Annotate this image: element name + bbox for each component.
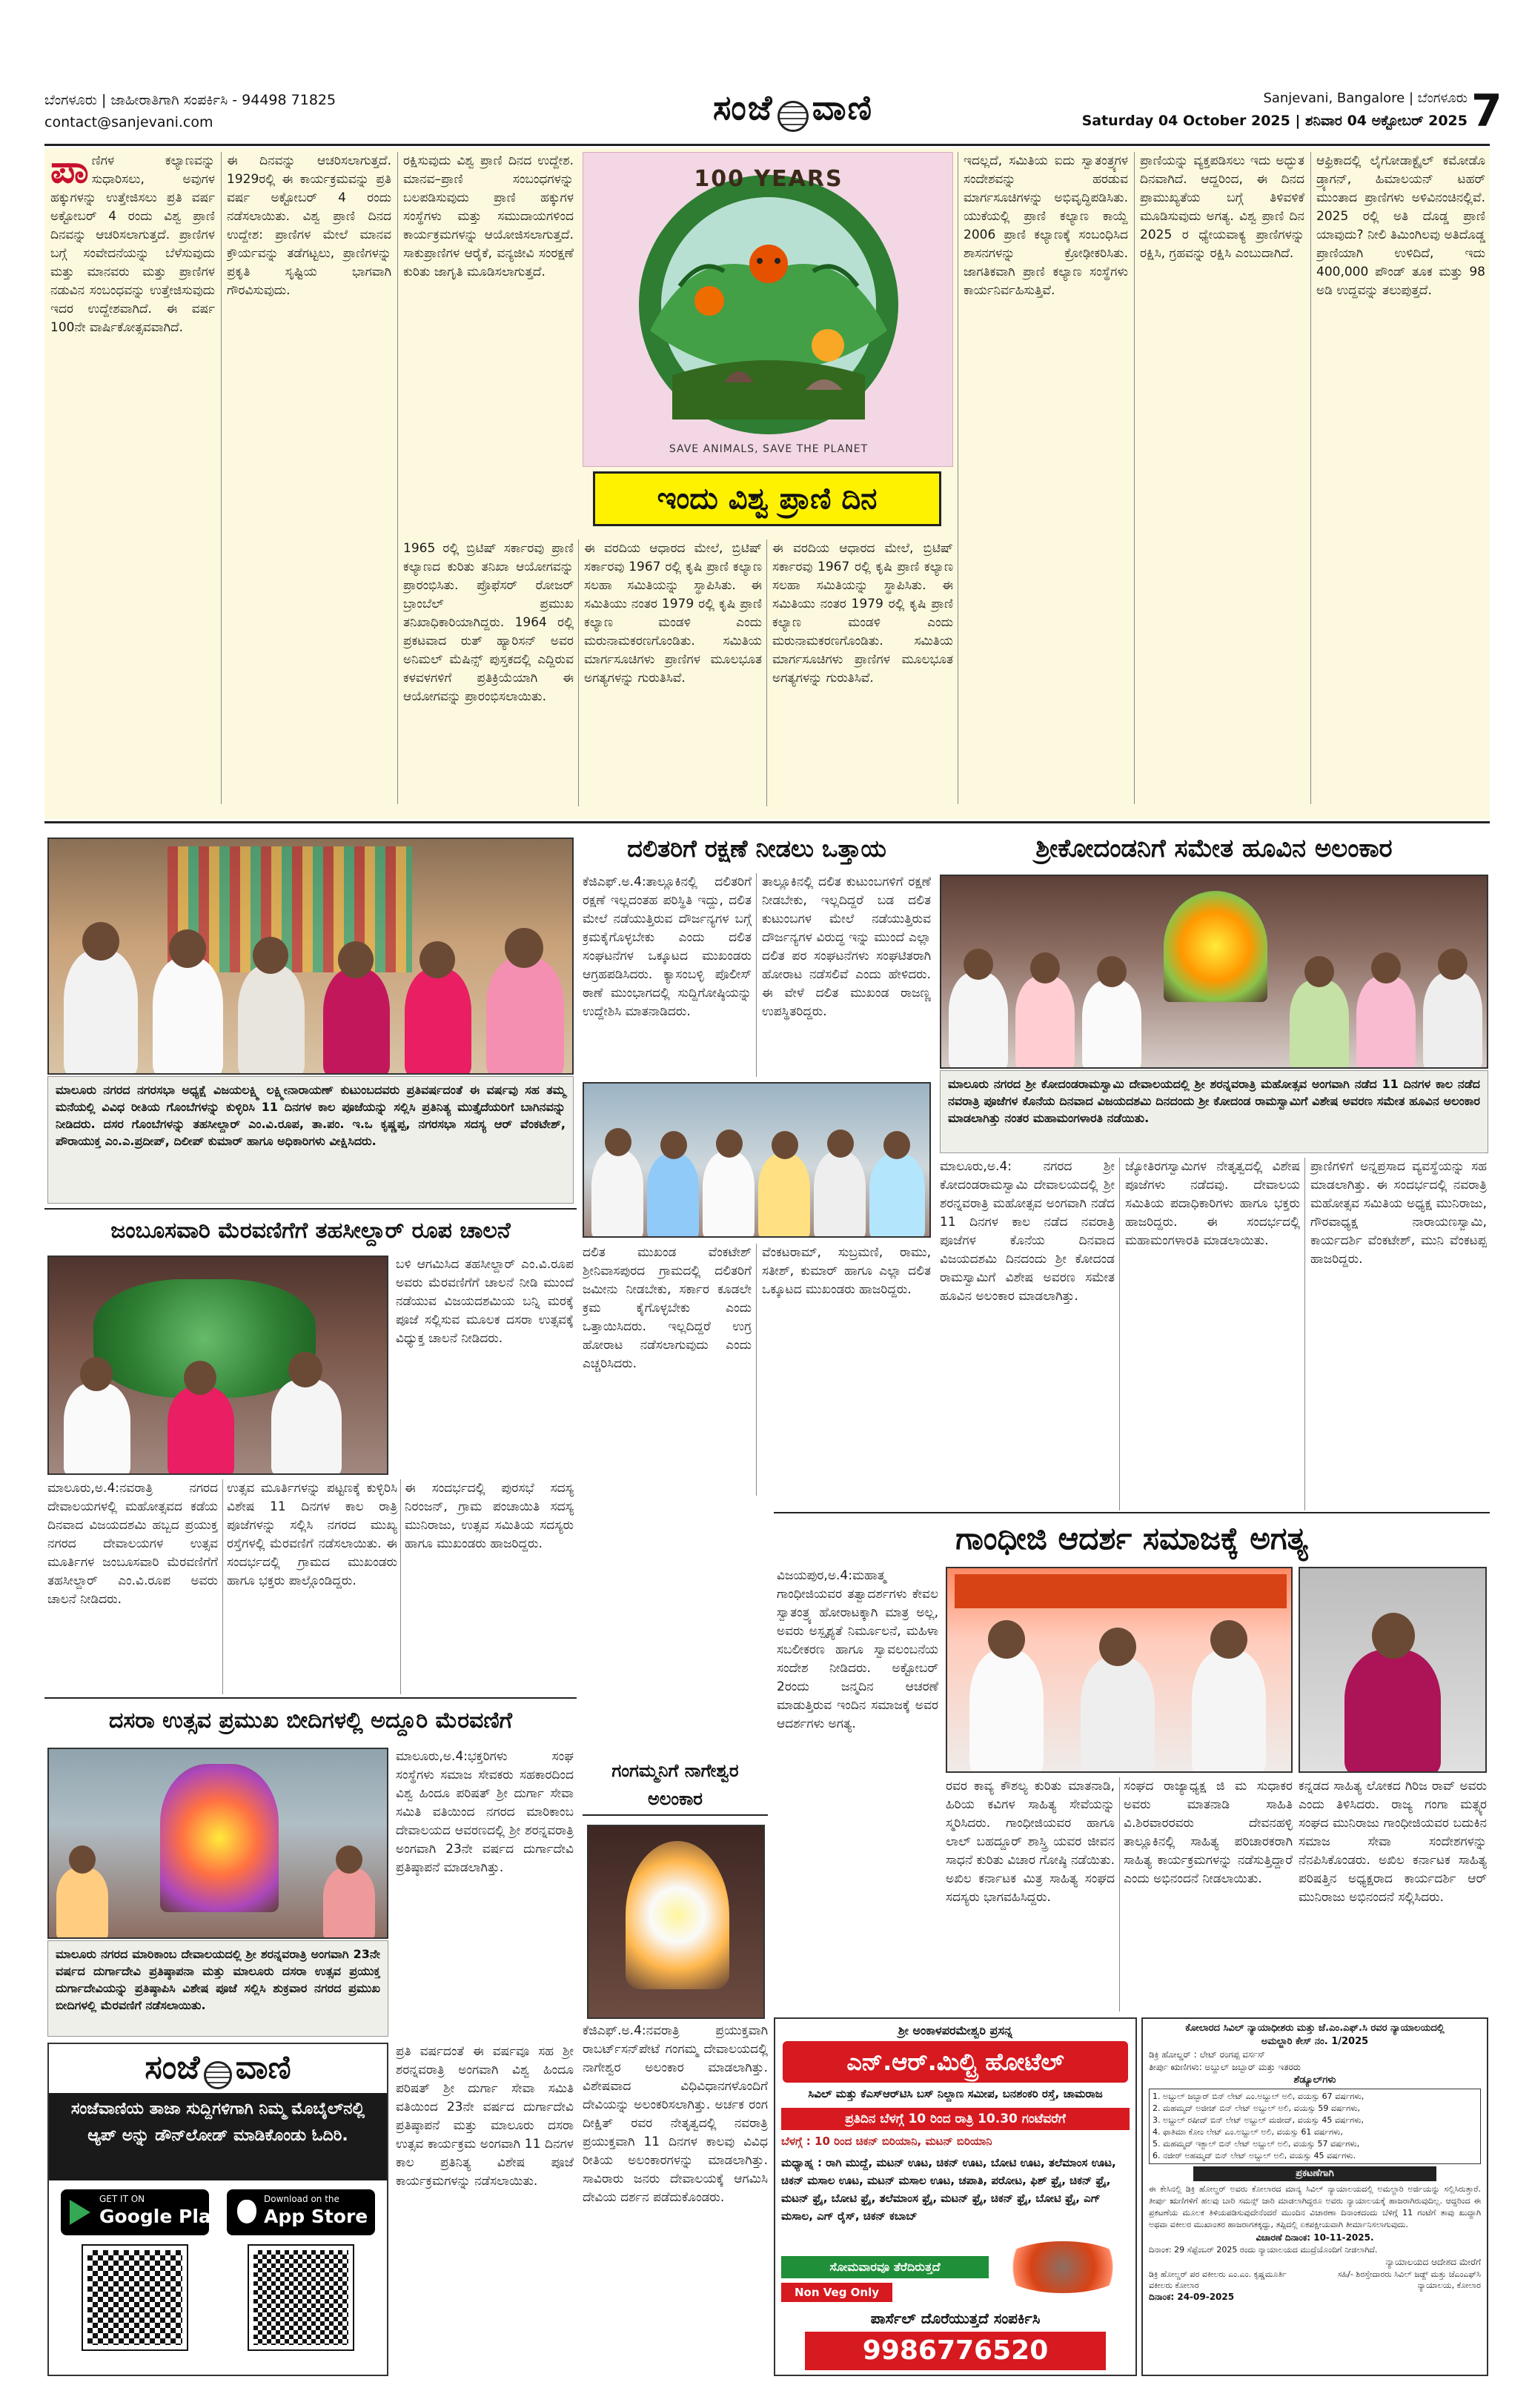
person-head (184, 1361, 216, 1395)
poster-title: 100 YEARS (694, 166, 843, 192)
animal-day-poster (583, 152, 953, 467)
person-head (772, 1131, 798, 1159)
court-notice (1141, 2017, 1488, 2376)
person-head (253, 937, 288, 974)
story-text: ಕೆಜಿಎಫ್.ಅ.4:ತಾಲ್ಲೂಕಿನಲ್ಲಿ ದಲಿತರಿಗೆ ರಕ್ಷಣೆ ಇಲ್ಲದಂತಹ ಪರಿಸ್ಥಿತಿ ಇದ್ದು, ದಲಿತ ಮೇಲೆ ನಡೆಯುತ್ತಿರುವ ದೌರ್ಜನ್ಯಗಳ ಬಗ್ಗೆ ಕ್ರಮಕೈಗೊಳ್ಳಬೇಕು ಎಂದು ದಲಿತ ಸಂಘಟನೆಗಳ ಒಕ್ಕೂಟದ ಮುಖಂಡರು ಆಗ್ರಹಪಡಿಸಿದರು. ಕ್ಯಾಸಂಬಳ್ಳಿ ಪೊಲೀಸ್ ಠಾಣೆ ಮುಂಭಾಗದಲ್ಲಿ ಸುದ್ದಿಗೋಷ್ಠಿಯನ್ನು ಉದ್ದೇಶಿಸಿ ಮಾತನಾಡಿದರು. (583, 875, 752, 1019)
schedule-line: 6. ನಜೀರ್ ಅಹಮ್ಮದ್ ಬಿನ್ ಲೇಟ್ ಅಬ್ದುಲ್ ಅಲಿ, ವಯಸ್ಸು 45 ವರ್ಷಗಳು. (1153, 2151, 1356, 2160)
hotel-parcel-line: ಪಾರ್ಸೆಲ್ ದೊರೆಯುತ್ತದೆ ಸಂಪರ್ಕಿಸಿ (870, 2309, 1041, 2327)
person-head (505, 928, 543, 968)
forest-illustration (583, 153, 953, 467)
person (1081, 1657, 1155, 1773)
story-text: ಈ ವರದಿಯ ಆಧಾರದ ಮೇಲೆ, ಬ್ರಿಟಿಷ್ ಸರ್ಕಾರವು 1967 ರಲ್ಲಿ ಕೃಷಿ ಪ್ರಾಣಿ ಕಲ್ಯಾಣ ಸಲಹಾ ಸಮಿತಿಯನ್ನು ಸ್ಥಾಪಿಸಿತು. ಈ ಸಮಿತಿಯು ನಂತರ 1979 ರಲ್ಲಿ ಕೃಷಿ ಪ್ರಾಣಿ ಕಲ್ಯಾಣ ಮಂಡಳಿ ಎಂದು ಮರುನಾಮಕರಣಗೊಂಡಿತು. ಸಮಿತಿಯ ಮಾರ್ಗಸೂಚಿಗಳು ಪ್ರಾಣಿಗಳ ಮೂಲಭೂತ ಅಗತ್ಯಗಳನ್ನು ಗುರುತಿಸಿವೆ. (772, 541, 953, 686)
person (153, 958, 223, 1075)
person-head (288, 1352, 322, 1387)
kodanda-headline-box (938, 829, 1490, 870)
story-column (762, 873, 931, 1077)
hotel-open-days: ಸೋಮವಾರವೂ ತೆರೆದಿರುತ್ತದೆ (781, 2256, 989, 2278)
story-text: ಈ ಸಂದರ್ಭದಲ್ಲಿ ಪುರಸಭೆ ಸದಸ್ಯ ನಿರಂಜನ್, ಗ್ರಾಮ ಪಂಚಾಯಿತಿ ಸದಸ್ಯ ಮುನಿರಾಜು, ಉತ್ಸವ ಸಮಿತಿಯ ಸದಸ್ಯರು ಹಾಗೂ ಮುಖಂಡರು ಹಾಜರಿದ್ದರು. (405, 1481, 574, 1551)
story-text: ವಿಜಯಪುರ,ಅ.4:ಮಹಾತ್ಮ ಗಾಂಧೀಜಿಯವರ ತತ್ವಾದರ್ಶಗಳು ಕೇವಲ ಸ್ವಾತಂತ್ರ್ಯ ಹೋರಾಟಕ್ಕಾಗಿ ಮಾತ್ರ ಅಲ್ಲ, ಅವರು ಅಸ್ಪೃಶ್ಯತೆ ನಿರ್ಮೂಲನೆ, ಮಹಿಳಾ ಸಬಲೀಕರಣ ಹಾಗೂ ಸ್ವಾವಲಂಬನೆಯ ಸಂದೇಶ ನೀಡಿದರು. ಅಕ್ಟೋಬರ್ 2ರಂದು ಜನ್ಮದಿನ ಆಚರಣೆ ಮಾಡುತ್ತಿರುವ ಇಂದಿನ ಸಮಾಜಕ್ಕೆ ಅವರ ಆದರ್ಶಗಳು ಅಗತ್ಯ. (777, 1568, 938, 1731)
person-head (660, 1131, 687, 1159)
story-text: ತಾಲ್ಲೂಕಿನಲ್ಲಿ ದಲಿತ ಕುಟುಂಬಗಳಿಗೆ ರಕ್ಷಣೆ ನೀಡಬೇಕು, ಇಲ್ಲದಿದ್ದರೆ ಬಡ ದಲಿತ ಕುಟುಂಬಗಳ ಮೇಲೆ ನಡೆಯುತ್ತಿರುವ ದೌರ್ಜನ್ಯಗಳ ವಿರುದ್ಧ ಇನ್ನು ಮುಂದೆ ಎಲ್ಲಾ ದಲಿತ ಪರ ಸಂಘಟನೆಗಳು ಸಂಘಟಿತರಾಗಿ ಹೋರಾಟ ನಡೆಸಲಿವೆ ಎಂದು ಹೇಳಿದರು. ಈ ವೇಳೆ ದಲಿತ ಮುಖಂಡ ರಾಜಣ್ಣ ಉಪಸ್ಥಿತರಿದ್ದರು. (762, 875, 931, 1019)
story-text: 1965 ರಲ್ಲಿ ಬ್ರಿಟಿಷ್ ಸರ್ಕಾರವು ಪ್ರಾಣಿ ಕಲ್ಯಾಣದ ಕುರಿತು ತನಿಖಾ ಆಯೋಗವನ್ನು ಪ್ರಾರಂಭಿಸಿತು. ಪ್ರೊಫೆಸರ್ ರೋಜರ್ ಬ್ರಾಂಬೆಲ್ ಪ್ರಮುಖ ತನಿಖಾಧಿಕಾರಿಯಾಗಿದ್ದರು. 1964 ರಲ್ಲಿ ಪ್ರಕಟವಾದ ರುತ್ ಹ್ಯಾರಿಸನ್ ಅವರ ಅನಿಮಲ್ ಮೆಷಿನ್ಸ್ ಪುಸ್ತಕದಲ್ಲಿ ಎದ್ದಿರುವ ಕಳವಳಗಳಿಗೆ ಪ್ರತಿಕ್ರಿಯೆಯಾಗಿ ಈ ಆಯೋಗವನ್ನು ಪ್ರಾರಂಭಿಸಲಾಯಿತು. (403, 541, 574, 704)
person-head (1030, 952, 1060, 984)
google-play-badge[interactable] (61, 2189, 223, 2235)
person (405, 969, 471, 1075)
story-text: ಪ್ರತಿ ವರ್ಷದಂತೆ ಈ ವರ್ಷವೂ ಸಹ ಶ್ರೀ ಶರನ್ನವರಾತ್ರಿ ಅಂಗವಾಗಿ ವಿಶ್ವ ಹಿಂದೂ ಪರಿಷತ್ ಶ್ರೀ ದುರ್ಗಾ ಸೇವಾ ಸಮಿತಿ ವತಿಯಿಂದ 23ನೇ ವರ್ಷದ ದುರ್ಗಾದೇವಿ ಪ್ರತಿಷ್ಠಾಪನೆ ಮತ್ತು ಮಾಲೂರು ದಸರಾ ಉತ್ಸವ ಕಾರ್ಯಕ್ರಮ ಅಂಗವಾಗಿ 11 ದಿನಗಳ ಕಾಲ ಪ್ರತಿನಿತ್ಯ ವಿಶೇಷ ಪೂಜೆ ಕಾರ್ಯಕ್ರಮಗಳನ್ನು ನಡೆಸಲಾಯಿತು. (396, 2044, 574, 2189)
person (56, 1868, 108, 1939)
caption-text: ಮಾಲೂರು ನಗರದ ಮಾರಿಕಾಂಬ ದೇವಾಲಯದಲ್ಲಿ ಶ್ರೀ ಶರನ್ನವರಾತ್ರಿ ಅಂಗವಾಗಿ 23ನೇ ವರ್ಷದ ದುರ್ಗಾದೇವಿ ಪ್ರತಿಷ್ಠಾಪನಾ ಮತ್ತು ಮಾಲೂರು ದಸರಾ ಉತ್ಸವ ಪ್ರಯುಕ್ತ ದುರ್ಗಾದೇವಿಯನ್ನು ಪ್ರತಿಷ್ಠಾಪಿಸಿ ವಿಶೇಷ ಪೂಜೆ ಸಲ್ಲಿಸಿ ಶುಕ್ರವಾರ ನಗರದ ಪ್ರಮುಖ ಬೀದಿಗಳಲ್ಲಿ ಮೆರವಣಿಗೆ ನಡೆಸಲಾಯಿತು. (56, 1947, 380, 2012)
column-divider (1119, 1777, 1120, 2011)
promo-banner (49, 2093, 387, 2180)
story-text: ವೆಂಕಟರಾಮ್, ಸುಬ್ರಮಣಿ, ರಾಮು, ಸತೀಶ್, ಕುಮಾರ್ ಹಾಗೂ ಎಲ್ಲಾ ದಲಿತ ಒಕ್ಕೂಟದ ಮುಖಂಡರು ಹಾಜರಿದ್ದರು. (762, 1245, 931, 1297)
person (168, 1387, 234, 1475)
column-divider (1119, 1158, 1120, 1510)
notice-proclamation: ಈ ಕೇಸಿನಲ್ಲಿ ಡಿಕ್ರಿ ಹೋಲ್ಡರ್ ಅವರು ಕೋಲಾರದ ಮಾನ್ಯ ಸಿವಿಲ್ ನ್ಯಾಯಾಲಯದಲ್ಲಿ ಅಮಲ್ಜಾರಿ ಅರ್ಜಿಯನ್ನು ಸಲ್ಲಿಸಿರುತ್ತಾರೆ. ತೀರ್ಪು ಋಣಿಗಳಿಗೆ ಹಲವು ಬಾರಿ ಸಮನ್ಸ್ ಜಾರಿ ಮಾಡಲಾಗಿದ್ದರೂ ಅವರು ನ್ಯಾಯಾಲಯಕ್ಕೆ ಹಾಜರಾಗಿರುವುದಿಲ್ಲ. ಆದ್ದರಿಂದ ಈ ಪ್ರಕಟಣೆಯ ಮೂಲಕ ತಿಳಿಯಪಡಿಸುವುದೇನೆಂದರೆ ಮುಂದಿನ ವಿಚಾರಣಾ ದಿನಾಂಕದಂದು ಬೆಳಿಗ್ಗೆ 11 ಗಂಟೆಗೆ ತಾವು ಖುದ್ದಾಗಿ ಅಥವಾ ವಕೀಲರ ಮುಖಾಂತರ ಹಾಜರಾಗತಕ್ಕದ್ದು, ತಪ್ಪಿದಲ್ಲಿ ಏಕಪಕ್ಷೀಯವಾಗಿ ತೀರ್ಮಾನಿಸಲಾಗುವುದು. (1149, 2184, 1481, 2229)
hotel-phone[interactable]: 9986776520 (805, 2332, 1106, 2370)
badge-small-text: Download on the (264, 2194, 339, 2204)
masthead-date: Saturday 04 October 2025 | ಶನಿವಾರ 04 ಅಕ್ಟೋಬರ್ 2025 (1081, 113, 1468, 129)
notice-schedule-list (1149, 2089, 1481, 2164)
person (323, 969, 390, 1075)
notice-next-date: ವಿಚಾರಣೆ ದಿನಾಂಕ: 10-11-2025. (1256, 2232, 1374, 2243)
photo-caption (47, 1076, 574, 1204)
page-number: 7 (1471, 85, 1502, 137)
decorated-chariot (160, 1764, 279, 1912)
caption-text: ಮಾಲೂರು ನಗರದ ಶ್ರೀ ಕೋದಂಡರಾಮಸ್ವಾಮಿ ದೇವಾಲಯದಲ್ಲಿ ಶ್ರೀ ಶರನ್ನವರಾತ್ರಿ ಮಹೋತ್ಸವ ಅಂಗವಾಗಿ ನಡೆದ 11 ದಿನಗಳ ಕಾಲ ನಡೆದ ನವರಾತ್ರಿ ಪೂಜೆಗಳ ಕೊನೆಯ ದಿನವಾದ ವಿಜಯದಶಮಿ ದಿನದಂದು ಶ್ರೀ ಕೋದಂಡ ರಾಮಸ್ವಾಮಿಗೆ ವಿಶೇಷ ಅವರಣ ಸಮೇತ ಹೂವಿನ ಅಲಂಕಾರ ಮಾಡಲಾಗಿತ್ತು ನಂತರ ಮಹಾಮಂಗಳಾರತಿ ನಡೆಯಿತು. (948, 1077, 1480, 1125)
notice-given-date: ದಿನಾಂಕ: 29 ಸೆಪ್ಟೆಂಬರ್ 2025 ರಂದು ನ್ಯಾಯಾಲಯದ ಮುದ್ರೆಯೊಂದಿಗೆ ನೀಡಲಾಗಿದೆ. (1149, 2245, 1378, 2255)
person (591, 1150, 643, 1238)
caption-text: ಮಾಲೂರು ನಗರದ ನಗರಸಭಾ ಅಧ್ಯಕ್ಷೆ ವಿಜಯಲಕ್ಷ್ಮಿ ಲಕ್ಷ್ಮೀನಾರಾಯಣ್ ಕುಟುಂಬದವರು ಪ್ರತಿವರ್ಷದಂತೆ ಈ ವರ್ಷವು ಸಹ ತಮ್ಮ ಮನೆಯಲ್ಲಿ ವಿವಿಧ ರೀತಿಯ ಗೊಂಬೆಗಳನ್ನು ಕುಳ್ಳಿರಿಸಿ 11 ದಿನಗಳ ಕಾಲ ಪೂಜೆಯನ್ನು ಸಲ್ಲಿಸಿ ಪ್ರತಿನಿತ್ಯ ಮುತ್ತೈದೆಯರಿಗೆ ಬಾಗಿನವನ್ನು ನೀಡಿದರು. ದಸರ ಗೊಂಬೆಗಳನ್ನು ತಹಸೀಲ್ದಾರ್ ಎಂ.ವಿ.ರೂಪ, ತಾ.ಪಂ. ಇ.ಒ ಕೃಷ್ಣಪ್ಪ, ನಗರಸಭಾ ಸದಸ್ಯ ಆರ್ ವೆಂಕಟೇಶ್, ಪೌರಾಯುಕ್ತ ಎಂ.ಎ.ಪ್ರದೀಪ್, ದಿಲೀಪ್ ಕುಮಾರ್ ಹಾಗೂ ಅಧಿಕಾರಿಗಳು ವೀಕ್ಷಿಸಿದರು. (56, 1083, 566, 1148)
section-rule (44, 821, 1490, 823)
gandhi-speaker-photo (1299, 1567, 1487, 1773)
story-text: ಕೆಜಿಎಫ್.ಅ.4:ನವರಾತ್ರಿ ಪ್ರಯುಕ್ತವಾಗಿ ರಾಬರ್ಟ್‌ಸನ್‌ಪೇಟೆ ಗಂಗಮ್ಮ ದೇವಾಲಯದಲ್ಲಿ ನಾಗೇಶ್ವರ ಅಲಂಕಾರ ಮಾಡಲಾಗಿತ್ತು. ವಿಶೇಷವಾದ ವಿಧಿವಿಧಾನಗಳೊಂದಿಗೆ ದೇವಿಯನ್ನು ಅಲಂಕರಿಸಲಾಗಿತ್ತು. ಅರ್ಚಕ ರಂಗ ದೀಕ್ಷಿತ್ ರವರ ನೇತೃತ್ವದಲ್ಲಿ ನವರಾತ್ರಿ ಪ್ರಯುಕ್ತವಾಗಿ 11 ದಿನಗಳ ಕಾಲವು ವಿವಿಧ ರೀತಿಯ ಅಲಂಕಾರಗಳನ್ನು ಮಾಡಲಾಗಿತ್ತು. ಸಾವಿರಾರು ಜನರು ದೇವಾಲಯಕ್ಕೆ ಆಗಮಿಸಿ ದೇವಿಯ ದರ್ಶನ ಪಡೆದುಕೊಂಡರು. (583, 2023, 768, 2205)
story-column (583, 873, 752, 1077)
masthead (44, 85, 1502, 141)
story-column (396, 2043, 574, 2376)
masthead-city: ಬೆಂಗಳೂರು (44, 92, 97, 108)
notice-title: ಕೋಲಾರದ ಸಿವಿಲ್ ನ್ಯಾಯಾಧೀಶರು ಮತ್ತು ಜೆ.ಎಂ.ಎಫ್.ಸಿ ರವರ ನ್ಯಾಯಾಲಯದಲ್ಲಿ (1185, 2023, 1445, 2034)
headline: ಶ್ರೀಕೋದಂಡನಿಗೆ ಸಮೇತ ಹೂವಿನ ಅಲಂಕಾರ (1035, 834, 1393, 863)
person (64, 950, 138, 1075)
story-column (946, 1777, 1115, 2011)
story-text: ರಕ್ಷಿಸುವುದು ವಿಶ್ವ ಪ್ರಾಣಿ ದಿನದ ಉದ್ದೇಶ. ಮಾನವ–ಪ್ರಾಣಿ ಸಂಬಂಧಗಳನ್ನು ಬಲಪಡಿಸುವುದು ಪ್ರಾಣಿ ಹಕ್ಕುಗಳ ಸಂಸ್ಥೆಗಳು ಮತ್ತು ಸಮುದಾಯಗಳಿಂದ ಕಾರ್ಯಕ್ರಮಗಳನ್ನು ಆಯೋಜಿಸಲಾಗುತ್ತದೆ. ಸಾಕುಪ್ರಾಣಿಗಳ ಆರೈಕೆ, ವನ್ಯಜೀವಿ ಸಂರಕ್ಷಣೆ ಕುರಿತು ಜಾಗೃತಿ ಮೂಡಿಸಲಾಗುತ್ತದೆ. (403, 153, 574, 279)
column-divider (221, 152, 222, 804)
person-head (1097, 956, 1127, 987)
story-column (1140, 152, 1304, 804)
headline: ಜಂಬೂಸವಾರಿ ಮೆರವಣಿಗೆಗೆ ತಹಸೀಲ್ದಾರ್ ರೂಪ ಚಾಲನೆ (110, 1218, 511, 1244)
story-text: ಣಿಗಳ ಕಲ್ಯಾಣವನ್ನು ಸುಧಾರಿಸಲು, ಅವುಗಳ ಹಕ್ಕುಗಳನ್ನು ಉತ್ತೇಜಿಸಲು ಪ್ರತಿ ವರ್ಷ ಅಕ್ಟೋಬರ್ 4 ರಂದು ವಿಶ್ವ ಪ್ರಾಣಿ ದಿನವನ್ನು ಆಚರಿಸಲಾಗುತ್ತದೆ. ಪ್ರಾಣಿಗಳ ಬಗ್ಗೆ ಸಂವೇದನೆಯನ್ನು ಬೆಳೆಸುವುದು ಮತ್ತು ಮಾನವರು ಮತ್ತು ಪ್ರಾಣಿಗಳ ನಡುವಿನ ಸಂಬಂಧವನ್ನು ಉತ್ತೇಜಿಸುವುದು ಇದರ ಉದ್ದೇಶವಾಗಿದೆ. ಈ ವರ್ಷ 100ನೇ ವಾರ್ಷಿಕೋತ್ಸವವಾಗಿದೆ. (50, 153, 215, 335)
column-divider (756, 873, 757, 1077)
column-divider (1304, 1158, 1305, 1510)
person-head (338, 941, 374, 978)
app-store-badge[interactable] (227, 2189, 375, 2235)
story-column (1125, 1158, 1300, 1510)
schedule-line: 4. ಫಾತಿಮಾ ಕೋಂ ಲೇಟ್ ಎಂ.ಅಬ್ದುಲ್ ಅಲಿ, ವಯಸ್ಸು 61 ವರ್ಷಗಳು, (1153, 2127, 1343, 2137)
promo-logo (49, 2049, 387, 2089)
drop-cap: ಪಾ (50, 152, 89, 192)
story-text: ಈ ವರದಿಯ ಆಧಾರದ ಮೇಲೆ, ಬ್ರಿಟಿಷ್ ಸರ್ಕಾರವು 1967 ರಲ್ಲಿ ಕೃಷಿ ಪ್ರಾಣಿ ಕಲ್ಯಾಣ ಸಲಹಾ ಸಮಿತಿಯನ್ನು ಸ್ಥಾಪಿಸಿತು. ಈ ಸಮಿತಿಯು ನಂತರ 1979 ರಲ್ಲಿ ಕೃಷಿ ಪ್ರಾಣಿ ಕಲ್ಯಾಣ ಮಂಡಳಿ ಎಂದು ಮರುನಾಮಕರಣಗೊಂಡಿತು. ಸಮಿತಿಯ ಮಾರ್ಗಸೂಚಿಗಳು ಪ್ರಾಣಿಗಳ ಮೂಲಭೂತ ಅಗತ್ಯಗಳನ್ನು ಗುರುತಿಸಿವೆ. (584, 541, 762, 686)
hotel-timing: ಪ್ರತಿದಿನ ಬೆಳಗ್ಗೆ 10 ರಿಂದ ರಾತ್ರಿ 10.30 ಗಂಟೆವರೆಗೆ (781, 2108, 1130, 2130)
story-column (583, 2022, 768, 2376)
hotel-lunch-menu: ಮಧ್ಯಾಹ್ನ : ರಾಗಿ ಮುದ್ದೆ, ಮಟನ್ ಊಟ, ಚಿಕನ್ ಊಟ, ಬೋಟಿ ಊಟ, ತಲೆಮಾಂಸ ಊಟ, ಚಿಕನ್ ಮಸಾಲ ಊಟ, ಮಟನ್ ಮಸಾಲ ಊಟ, ಚಪಾತಿ, ಪರೋಟ, ಫಿಶ್ ಫ್ರೈ, ಚಿಕನ್ ಫ್ರೈ, ಮಟನ್ ಫ್ರೈ, ಬೋಟಿ ಫ್ರೈ, ತಲೆಮಾಂಸ ಫ್ರೈ, ಮಟನ್ ಫ್ರೈ, ಚಿಕನ್ ಫ್ರೈ, ಬೋಟಿ ಫ್ರೈ, ಎಗ್ ಮಸಾಲ, ಎಗ್ ರೈಸ್, ಚಿಕನ್ ಕಬಾಬ್ (781, 2156, 1116, 2223)
person (64, 1383, 130, 1475)
play-icon (70, 2200, 90, 2225)
qr-code-ios[interactable] (249, 2246, 353, 2349)
ad-contact-line: ಜಾಹೀರಾತಿಗಾಗಿ ಸಂಪರ್ಕಿಸಿ - 94498 71825 (110, 92, 336, 108)
person-head (964, 949, 993, 980)
person (949, 972, 1008, 1069)
story-column (405, 1479, 574, 1694)
story-column (940, 1158, 1115, 1510)
person-head (1304, 956, 1334, 987)
logo-text-left: ಸಂಜೆ (712, 87, 774, 127)
story-column (583, 1244, 752, 1496)
story-text: ಸಂಘದ ರಾಜ್ಯಾಧ್ಯಕ್ಷ ಜಿ ಮ ಸುಧಾಕರ ಅವರು ಮಾತನಾಡಿ ಸಾಹಿತಿ ವಿ.ಶಿರವಾರರವರು ದೇವನಹಳ್ಳಿ ತಾಲ್ಲೂಕಿನಲ್ಲಿ ಸಾಹಿತ್ಯ ಪರಿಚಾರಕರಾಗಿ ಸಾಹಿತ್ಯ ಕಾರ್ಯಕ್ರಮಗಳನ್ನು ನಡೆಸುತ್ತಿದ್ದಾರೆ ಎಂದು ಅಭಿನಂದನೆ ನೀಡಲಾಯಿತು. (1124, 1779, 1293, 1886)
person (1344, 1650, 1441, 1773)
person-head (336, 1845, 362, 1874)
story-column (403, 540, 574, 806)
hotel-morning-menu: ಬೆಳಗ್ಗೆ : 10 ರಿಂದ ಚಿಕನ್ ಬಿರಿಯಾನಿ, ಮಟನ್ ಬಿರಿಯಾನಿ (781, 2135, 992, 2148)
person (238, 965, 305, 1075)
headline: ದಲಿತರಿಗೆ ರಕ್ಷಣೆ ನೀಡಲು ಒತ್ತಾಯ (627, 835, 886, 863)
apple-icon (237, 2200, 256, 2223)
person (869, 1154, 925, 1238)
person-head (988, 1620, 1025, 1659)
gandhi-event-photo (946, 1567, 1293, 1773)
dasara-headline-box (44, 1700, 577, 1743)
animal-day-headline-box (593, 471, 941, 526)
notice-debtor: ತೀರ್ಪು ಋಣಿಗಳು: ಅಬ್ದುಲ್ ಜಬ್ಬಾರ್ ಮತ್ತು ಇತರರು (1149, 2062, 1301, 2072)
story-text: ಈ ದಿನವನ್ನು ಆಚರಿಸಲಾಗುತ್ತದೆ. 1929ರಲ್ಲಿ ಈ ಕಾರ್ಯಕ್ರಮವನ್ನು ಪ್ರತಿ ವರ್ಷ ಅಕ್ಟೋಬರ್ 4 ರಂದು ನಡೆಸಲಾಯಿತು. ವಿಶ್ವ ಪ್ರಾಣಿ ದಿನದ ಉದ್ದೇಶ: ಪ್ರಾಣಿಗಳ ಮೇಲೆ ಮಾನವ ಕ್ರೌರ್ಯವನ್ನು ತಡೆಗಟ್ಟಲು, ಪ್ರಾಣಿಗಳನ್ನು ಪ್ರಕೃತಿ ಸೃಷ್ಟಿಯ ಭಾಗವಾಗಿ ಗೌರವಿಸುವುದು. (227, 153, 391, 298)
person-head (80, 1357, 113, 1391)
dalit-group-photo (583, 1082, 931, 1238)
story-text: ಜ್ಯೋತಿರಗಸ್ವಾಮಿಗಳ ನೇತೃತ್ವದಲ್ಲಿ ವಿಶೇಷ ಪೂಜೆಗಳು ನಡೆದವು. ದೇವಾಲಯ ಸಮಿತಿಯ ಪದಾಧಿಕಾರಿಗಳು ಹಾಗೂ ಭಕ್ತರು ಹಾಜರಿದ್ದರು. ಈ ಸಂದರ್ಭದಲ್ಲಿ ಮಹಾಮಂಗಳಾರತಿ ಮಾಡಲಾಯಿತು. (1125, 1159, 1300, 1248)
person (969, 1650, 1044, 1773)
story-text: ಮಾಲೂರು,ಅ.4:ನವರಾತ್ರಿ ನಗರದ ದೇವಾಲಯಗಳಲ್ಲಿ ಮಹೋತ್ಸವದ ಕಡೆಯ ದಿನವಾದ ವಿಜಯದಶಮಿ ಹಬ್ಬದ ಪ್ರಯುಕ್ತ ನಗರದ ದೇವಾಲಯಗಳ ಉತ್ಸವ ಮೂರ್ತಿಗಳ ಜಂಬೂಸವಾರಿ ಮೆರವಣಿಗೆಗೆ ತಹಸೀಲ್ದಾರ್ ಎಂ.ವಿ.ರೂಪ ಅವರು ಚಾಲನೆ ನೀಡಿದರು. (47, 1481, 218, 1607)
ad-blessing: ಶ್ರೀ ಅಂಕಾಳಪರಮೇಶ್ವರಿ ಪ್ರಸನ್ನ (898, 2023, 1013, 2037)
gangamma-headline-box (583, 1757, 768, 1816)
notice-signatures (1149, 2269, 1481, 2291)
person-head (82, 922, 119, 961)
section-rule (774, 1512, 1490, 1513)
person-head (169, 929, 206, 968)
story-text: ದಲಿತ ಮುಖಂಡ ವೆಂಕಟೇಶ್ ಶ್ರೀನಿವಾಸಪುರದ ಗ್ರಾಮದಲ್ಲಿ ದಲಿತರಿಗೆ ಜಮೀನು ನೀಡಬೇಕು, ಸರ್ಕಾರ ಕೂಡಲೇ ಕ್ರಮ ಕೈಗೊಳ್ಳಬೇಕು ಎಂದು ಒತ್ತಾಯಿಸಿದರು. ಇಲ್ಲದಿದ್ದರೆ ಉಗ್ರ ಹೋರಾಟ ನಡೆಸಲಾಗುವುದು ಎಂದು ಎಚ್ಚರಿಸಿದರು. (583, 1245, 752, 1371)
story-text: ರವರ ಕಾವ್ಯ ಕೌಶಲ್ಯ ಕುರಿತು ಮಾತನಾಡಿ, ಹಿರಿಯ ಕವಿಗಳ ಸಾಹಿತ್ಯ ಸೇವೆಯನ್ನು ಸ್ಮರಿಸಿದರು. ಗಾಂಧೀಜಿಯವರ ಹಾಗೂ ಲಾಲ್ ಬಹದ್ದೂರ್ ಶಾಸ್ತ್ರಿ ಯವರ ಜೀವನ ಸಾಧನೆ ಕುರಿತು ವಿಚಾರ ಗೋಷ್ಠಿ ನಡೆಯಿತು. ಅಖಿಲ ಕರ್ನಾಟಕ ಮಿತ್ರ ಸಾಹಿತ್ಯ ಸಂಘದ ಸದಸ್ಯರು ಭಾಗವಹಿಸಿದ್ದರು. (946, 1779, 1115, 1905)
badge-big-text: Google Play (99, 2206, 223, 2227)
story-text: ಬಳಿ ಆಗಮಿಸಿದ ತಹಸೀಲ್ದಾರ್ ಎಂ.ವಿ.ರೂಪ ಅವರು ಮೆರವಣಿಗೆಗೆ ಚಾಲನೆ ನೀಡಿ ಮುಂದೆ ನಡೆಯುವ ವಿಜಯದಶಮಿಯ ಬನ್ನಿ ಮರಕ್ಕೆ ಪೂಜೆ ಸಲ್ಲಿಸುವ ಮೂಲಕ ದಸರಾ ಉತ್ಸವಕ್ಕೆ ವಿಧ್ಯುಕ್ತ ಚಾಲನೆ ನೀಡಿದರು. (396, 1257, 574, 1346)
person-head (883, 1131, 910, 1159)
stage-banner (955, 1574, 1287, 1608)
story-column (227, 152, 391, 804)
story-column (403, 152, 574, 537)
food-plate-image (998, 2241, 1128, 2293)
column-divider (1310, 152, 1311, 804)
column-divider (400, 1479, 401, 1694)
story-text: ಇದಲ್ಲದೆ, ಸಮಿತಿಯ ಐದು ಸ್ವಾತಂತ್ರ್ಯಗಳ ಸಂದೇಶವನ್ನು ಹರಡುವ ಮಾರ್ಗಸೂಚಿಗಳನ್ನು ಅಭಿವೃದ್ಧಿಪಡಿಸಿತು. ಯುಕೆಯಲ್ಲಿ ಪ್ರಾಣಿ ಕಲ್ಯಾಣ ಕಾಯ್ದೆ 2006 ಪ್ರಾಣಿ ಕಲ್ಯಾಣಕ್ಕೆ ಸಂಬಂಧಿಸಿದ ಶಾಸನಗಳನ್ನು ಕ್ರೋಢೀಕರಿಸಿತು. ಜಾಗತಿಕವಾಗಿ ಪ್ರಾಣಿ ಕಲ್ಯಾಣ ಸಂಸ್ಥೆಗಳು ಕಾರ್ಯನಿರ್ವಹಿಸುತ್ತಿವೆ. (964, 153, 1128, 298)
section-rule (44, 1697, 577, 1699)
story-column (1310, 1158, 1487, 1510)
logo-text-right: ವಾಣಿ (235, 2049, 291, 2086)
temple-decoration-photo (940, 875, 1488, 1069)
story-column (396, 1748, 574, 2038)
headline: ಇಂದು ವಿಶ್ವ ಪ್ರಾಣಿ ದಿನ (657, 482, 878, 516)
procession-photo (47, 1256, 388, 1475)
story-column (964, 152, 1128, 804)
poster-tagline: SAVE ANIMALS, SAVE THE PLANET (669, 443, 869, 455)
deity-decoration (1164, 891, 1267, 1002)
story-text: ಪ್ರಾಣಿಗಳಿಗೆ ಅನ್ನಪ್ರಸಾದ ವ್ಯವಸ್ಥೆಯನ್ನು ಸಹ ಮಾಡಲಾಗಿತ್ತು. ಈ ಸಂದರ್ಭದಲ್ಲಿ ನವರಾತ್ರಿ ಮಹೋತ್ಸವ ಸಮಿತಿಯ ಅಧ್ಯಕ್ಷ ಮುನಿರಾಜು, ಗೌರವಾಧ್ಯಕ್ಷ ನಾರಾಯಣಸ್ವಾಮಿ, ಕಾರ್ಯದರ್ಶಿ ವೆಂಕಟೇಶ್, ಮುನಿ ವೆಂಕಟಪ್ಪ ಹಾಜರಿದ್ದರು. (1310, 1159, 1487, 1267)
story-column (1316, 152, 1485, 804)
notice-signature: ಸಹಿ/- ಶಿರಸ್ತೇದಾರರು ಸಿವಿಲ್ ಜಡ್ಜ್ ಮತ್ತು ಜೆಎಂಎಫ್‌ಸಿ ನ್ಯಾಯಾಲಯ, ಕೋಲಾರ (1337, 2269, 1481, 2290)
badge-big-text: App Store (264, 2206, 368, 2227)
schedule-line: 3. ಅಬ್ದುಲ್ ರಷೀದ್ ಬಿನ್ ಲೇಟ್ ಅಬ್ದುಲ್ ಮಜೀದ್, ವಯಸ್ಸು 45 ವರ್ಷಗಳು, (1153, 2115, 1364, 2125)
person (703, 1152, 755, 1238)
person (1423, 972, 1482, 1069)
headline: ಗಂಗಮ್ಮನಿಗೆ ನಾಗೇಶ್ವರ ಅಲಂಕಾರ (611, 1760, 739, 1809)
jamboo-headline-box (44, 1211, 577, 1253)
globe-icon (777, 101, 809, 132)
story-text: ಆಫ್ರಿಕಾದಲ್ಲಿ ಲೈಗೋಡಾಕ್ಟೈಲ್ ಕಮೋಡೊ ಡ್ರ್ಯಾಗನ್, ಹಿಮಾಲಯನ್ ಟಹರ್ ಮುಂತಾದ ಪ್ರಾಣಿಗಳು ಅಳಿವಿನಂಚಿನಲ್ಲಿವೆ. 2025 ರಲ್ಲಿ ಅತಿ ದೊಡ್ಡ ಪ್ರಾಣಿ ಯಾವುದು? ನೀಲಿ ತಿಮಿಂಗಿಲವು ಅತಿದೊಡ್ಡ ಪ್ರಾಣಿಯಾಗಿ ಉಳಿದಿದೆ, ಇದು 400,000 ಪೌಂಡ್ ತೂಕ ಮತ್ತು 98 ಅಡಿ ಉದ್ದವನ್ನು ತಲುಪುತ್ತದೆ. (1316, 153, 1485, 298)
notice-case: ಅಮಲ್ಜಾರಿ ಕೇಸ್ ನಂ. 1/2025 (1261, 2036, 1369, 2047)
section-rule (44, 1208, 577, 1210)
person (323, 1868, 375, 1939)
app-promo-box (47, 2043, 388, 2376)
column-divider (756, 1244, 757, 1496)
person-head (1372, 1613, 1415, 1659)
deity-decoration (626, 1841, 729, 1989)
headline: ಗಾಂಧೀಜಿ ಆದರ್ಶ ಸಮಾಜಕ್ಕೆ ಅಗತ್ಯ (955, 1520, 1308, 1556)
notice-advocate: ಡಿಕ್ರಿ ಹೋಲ್ಡರ್ ಪರ ವಕೀಲರು ಎಂ.ಎಂ. ಕೃಷ್ಣಮೂರ್ತಿ ವಕೀಲರು ಕೋಲಾರ (1149, 2269, 1287, 2290)
story-column (47, 1479, 218, 1694)
goddess-decoration-photo (587, 1825, 765, 2019)
person-head (1371, 952, 1401, 984)
masthead-edition: Sanjevani, Bangalore | ಬೆಂಗಳೂರು (1263, 90, 1468, 106)
person (1356, 976, 1416, 1069)
person (814, 1152, 866, 1238)
story-column (50, 152, 215, 804)
masthead-email[interactable]: contact@sanjevani.com (44, 114, 213, 130)
masthead-logo (652, 87, 934, 135)
column-divider (578, 540, 579, 806)
story-text: ಉತ್ಸವ ಮೂರ್ತಿಗಳನ್ನು ಪಟ್ಟಣಕ್ಕೆ ಕುಳ್ಳಿರಿಸಿ ವಿಶೇಷ 11 ದಿನಗಳ ಕಾಲ ರಾತ್ರಿ ಪೂಜೆಗಳನ್ನು ಸಲ್ಲಿಸಿ ನಗರದ ಮುಖ್ಯ ರಸ್ತೆಗಳಲ್ಲಿ ಮೆರವಣಿಗೆ ನಡೆಸಲಾಯಿತು. ಈ ಸಂದರ್ಭದಲ್ಲಿ ಗ್ರಾಮದ ಮುಖಂಡರು ಹಾಗೂ ಭಕ್ತರು ಪಾಲ್ಗೊಂಡಿದ್ದರು. (227, 1481, 397, 1588)
schedule-line: 1. ಅಬ್ದುಲ್ ಜಬ್ಬಾರ್ ಬಿನ್ ಲೇಟ್ ಎಂ.ಅಬ್ದುಲ್ ಅಲಿ, ವಯಸ್ಸು 67 ವರ್ಷಗಳು, (1153, 2092, 1364, 2101)
column-divider (222, 1479, 223, 1694)
story-column (772, 540, 953, 806)
notice-schedule-title: ಶೆಡ್ಯೂಲ್‌ಗಳು (1293, 2074, 1336, 2086)
story-text: ಪ್ರಾಣಿಯನ್ನು ವ್ಯಕ್ತಪಡಿಸಲು ಇದು ಅದ್ಭುತ ದಿನವಾಗಿದೆ. ಆದ್ದರಿಂದ, ಈ ದಿನದ ಪ್ರಾಮುಖ್ಯತೆಯ ಬಗ್ಗೆ ತಿಳಿವಳಿಕೆ ಮೂಡಿಸುವುದು ಅಗತ್ಯ. ವಿಶ್ವ ಪ್ರಾಣಿ ದಿನ 2025 ರ ಧ್ಯೇಯವಾಕ್ಯ ಪ್ರಾಣಿಗಳನ್ನು ರಕ್ಷಿಸಿ, ಗ್ರಹವನ್ನು ರಕ್ಷಿಸಿ ಎಂಬುದಾಗಿದೆ. (1140, 153, 1304, 261)
person-head (420, 941, 455, 978)
photo-caption (940, 1070, 1488, 1153)
person-head (1099, 1628, 1136, 1666)
person (647, 1154, 699, 1238)
person (1192, 1650, 1266, 1773)
story-column (1299, 1777, 1487, 2011)
person (1290, 980, 1349, 1069)
story-column (227, 1479, 397, 1694)
masthead-contact: ಬೆಂಗಳೂರು | ಜಾಹೀರಾತಿಗಾಗಿ ಸಂಪರ್ಕಿಸಿ - 94498 71825 (44, 92, 336, 108)
story-column (777, 1567, 938, 2011)
person-head (605, 1128, 631, 1156)
person (1082, 980, 1141, 1069)
column-divider (766, 540, 767, 806)
person (271, 1379, 342, 1475)
person (1015, 976, 1075, 1069)
story-column (396, 1256, 574, 1475)
non-veg-badge: Non Veg Only (781, 2283, 892, 2302)
story-text: ಕನ್ನಡದ ಸಾಹಿತ್ಯ ಲೋಕದ ಗಿರಿಜ ರಾವ್ ಅವರು ಎಂದು ತಿಳಿಸಿದರು. ರಾಜ್ಯ ಗಂಗಾ ಮತ್ಸ್ಯರ ಸಂಘದ ಮುನಿರಾಜು ಗಾಂಧೀಜಿಯವರ ಬದುಕಿನ ಸಮಾಜ ಸೇವಾ ಸಂದೇಶಗಳನ್ನು ನೆನಪಿಸಿಕೊಂಡರು. ಅಖಿಲ ಕರ್ನಾಟಕ ಸಾಹಿತ್ಯ ಪರಿಷತ್ತಿನ ಅಧ್ಯಕ್ಷರಾದ ಕಾರ್ಯದರ್ಶಿ ಆರ್ ಮುನಿರಾಜು ಅಭಿನಂದನೆ ಸಲ್ಲಿಸಿದರು. (1299, 1779, 1487, 1905)
story-column (584, 540, 762, 806)
person-head (716, 1130, 743, 1158)
hotel-advertisement (774, 2017, 1137, 2376)
doll-exhibition-photo (47, 838, 574, 1075)
badge-small-text: GET IT ON (99, 2194, 145, 2204)
photo-caption (47, 1940, 388, 2037)
globe-icon (204, 2061, 232, 2089)
notice-proclamation-title: ಪ್ರಕಟಣೆಗಾಗಿ (1193, 2166, 1436, 2181)
hotel-name: ಎನ್.ಆರ್.ಮಿಲ್ಟ್ರಿ ಹೋಟೆಲ್ (783, 2041, 1128, 2083)
schedule-line: 2. ಮಹಮ್ಮದ್ ಅಜೀಜ್ ಬಿನ್ ಲೇಟ್ ಅಬ್ದುಲ್ ಅಲಿ, ವಯಸ್ಸು 59 ವರ್ಷಗಳು, (1153, 2103, 1361, 2113)
story-text: ಮಾಲೂರು,ಅ.4:ಭಕ್ತರಿಗಳು ಸಂಘ ಸಂಸ್ಥೆಗಳು ಸಮಾಜ ಸೇವಕರು ಸಹಕಾರದಿಂದ ವಿಶ್ವ ಹಿಂದೂ ಪರಿಷತ್ ಶ್ರೀ ದುರ್ಗಾ ಸೇವಾ ಸಮಿತಿ ವತಿಯಿಂದ ನಗರದ ಮಾರಿಕಾಂಬ ದೇವಾಲಯದ ಆವರಣದಲ್ಲಿ ಶ್ರೀ ಶರನ್ನವರಾತ್ರಿ ಅಂಗವಾಗಿ 23ನೇ ವರ್ಷದ ದುರ್ಗಾದೇವಿ ಪ್ರತಿಷ್ಠಾಪನೆ ಮಾಡಲಾಗಿತ್ತು. (396, 1749, 574, 1875)
person-head (1210, 1620, 1247, 1659)
column-divider (397, 152, 398, 804)
masthead-rule (44, 144, 1490, 146)
durga-procession-photo (47, 1748, 388, 1939)
person-head (1438, 949, 1468, 980)
schedule-line: 5. ಮಹಮ್ಮದ್ ಇಕ್ಬಾಲ್ ಬಿನ್ ಲೇಟ್ ಅಬ್ದುಲ್ ಅಲಿ, ವಯಸ್ಸು 57 ವರ್ಷಗಳು, (1153, 2139, 1360, 2149)
headline: ದಸರಾ ಉತ್ಸವ ಪ್ರಮುಖ ಬೀದಿಗಳಲ್ಲಿ ಅದ್ದೂರಿ ಮೆರವಣಿಗೆ (108, 1708, 513, 1734)
person (758, 1154, 810, 1238)
qr-code-android[interactable] (83, 2246, 187, 2349)
notice-dated: ದಿನಾಂಕ: 24-09-2025 (1149, 2292, 1235, 2302)
person-head (827, 1130, 854, 1158)
column-divider (1134, 152, 1135, 804)
gandhi-headline-box (774, 1515, 1490, 1564)
story-text: ಮಾಲೂರು,ಅ.4: ನಗರದ ಶ್ರೀ ಕೋದಂಡರಾಮಸ್ವಾಮಿ ದೇವಾಲಯದಲ್ಲಿ ಶ್ರೀ ಶರನ್ನವರಾತ್ರಿ ಮಹೋತ್ಸವ ಅಂಗವಾಗಿ ನಡೆದ 11 ದಿನಗಳ ಕಾಲ ನಡೆದ ನವರಾತ್ರಿ ಪೂಜೆಗಳ ಕೊನೆಯ ದಿನವಾದ ವಿಜಯದಶಮಿ ದಿನದಂದು ಶ್ರೀ ಕೋದಂಡ ರಾಮಸ್ವಾಮಿಗೆ ವಿಶೇಷ ಅವರಣ ಸಮೇತ ಹೂವಿನ ಅಲಂಕಾರ ಮಾಡಲಾಗಿತ್ತು. (940, 1159, 1115, 1304)
promo-text: ಸಂಜೆವಾಣಿಯ ತಾಜಾ ಸುದ್ದಿಗಳಿಗಾಗಿ ನಿಮ್ಮ ಮೊಬೈಲ್‌ನಲ್ಲಿ ಆ್ಯಪ್ ಅನ್ನು ಡೌನ್‌ಲೋಡ್ ಮಾಡಿಕೊಂಡು ಓದಿರಿ. (70, 2100, 365, 2145)
notice-decree-holder: ಡಿಕ್ರಿ ಹೋಲ್ಡರ್ : ಲೇಟ್ ರಂಗಪ್ಪ ವರ್ಸಸ್ (1149, 2049, 1265, 2060)
notice-court-order: ನ್ಯಾಯಾಲಯದ ಆದೇಶದ ಮೇರೆಗೆ (1385, 2257, 1481, 2267)
dalit-headline-box (583, 829, 931, 870)
story-column (762, 1244, 931, 1496)
person (486, 958, 564, 1075)
story-column (1124, 1777, 1293, 2011)
logo-text-left: ಸಂಜೆ (145, 2049, 200, 2086)
person-head (69, 1845, 96, 1874)
hotel-address: ಸಿವಿಲ್ ಮತ್ತು ಕೆಎಸ್ಆರ್‌ಟಿಸಿ ಬಸ್ ನಿಲ್ದಾಣ ಸಮೀಪ, ಬನಶಂಕರಿ ರಸ್ತೆ, ಚಾಮರಾಜ (808, 2087, 1103, 2100)
logo-text-right: ವಾಣಿ (812, 87, 874, 127)
